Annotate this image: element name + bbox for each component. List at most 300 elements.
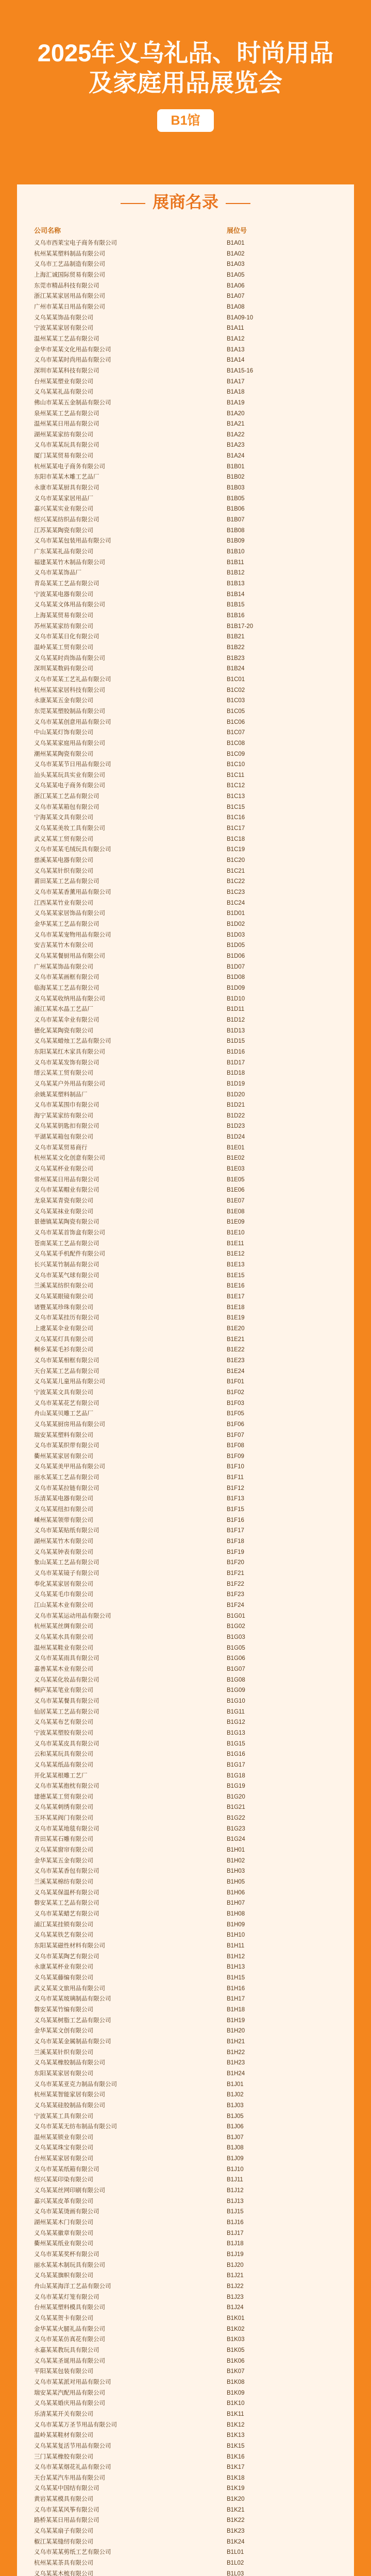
list-item — [17, 1302, 354, 1313]
booth-number: B1J12 — [227, 2188, 244, 2194]
booth-number: B1D12 — [227, 1016, 245, 1023]
company-name: 义乌市工艺品制造有限公司 — [34, 261, 105, 268]
company-name: 义乌某某家居饰品有限公司 — [34, 910, 105, 917]
list-item — [17, 898, 354, 909]
list-item — [17, 2207, 354, 2217]
company-name: 平湖某某箱包有限公司 — [34, 1134, 93, 1141]
list-item — [17, 345, 354, 355]
list-item — [17, 387, 354, 398]
list-item — [17, 940, 354, 951]
list-item — [17, 472, 354, 483]
company-name: 嘉善某某木业有限公司 — [34, 1666, 93, 1672]
company-name: 金华某某文创有限公司 — [34, 2028, 93, 2035]
booth-number: B1D21 — [227, 1102, 245, 1109]
list-item — [17, 2547, 354, 2558]
company-name: 义乌市某某运动用品有限公司 — [34, 1613, 111, 1619]
booth-number: B1G19 — [227, 1783, 245, 1790]
booth-number: B1H10 — [227, 1932, 245, 1939]
booth-number: B1J07 — [227, 2134, 244, 2141]
company-name: 象山某某工艺品有限公司 — [34, 1560, 99, 1566]
booth-number: B1J21 — [227, 2273, 244, 2279]
list-item — [17, 2260, 354, 2271]
booth-number: B1A24 — [227, 453, 245, 460]
company-name: 浦江某某挂锁有限公司 — [34, 1921, 93, 1928]
list-item — [17, 2420, 354, 2431]
booth-number: B1A21 — [227, 421, 245, 428]
booth-number: B1J11 — [227, 2177, 243, 2183]
booth-number: B1J09 — [227, 2156, 244, 2162]
company-name: 义乌某某贺卡有限公司 — [34, 2315, 93, 2321]
booth-number: B1D07 — [227, 963, 245, 970]
booth-number: B1F19 — [227, 1549, 244, 1555]
list-item — [17, 1377, 354, 1387]
booth-number: B1E10 — [227, 1230, 245, 1236]
list-item — [17, 1856, 354, 1867]
list-item — [17, 291, 354, 302]
list-item — [17, 2090, 354, 2100]
list-item — [17, 323, 354, 334]
company-name: 义乌市某某抱枕有限公司 — [34, 1783, 99, 1790]
list-item — [17, 462, 354, 472]
list-item — [17, 1345, 354, 1355]
list-item — [17, 419, 354, 430]
list-item — [17, 1270, 354, 1281]
list-item — [17, 919, 354, 930]
booth-number: B1C15 — [227, 804, 245, 810]
booth-number: B1J16 — [227, 2219, 244, 2226]
company-name: 金华某某工艺品有限公司 — [34, 921, 99, 927]
booth-number: B1C18 — [227, 836, 245, 842]
company-name: 湖州某某竹木有限公司 — [34, 1538, 93, 1545]
list-item — [17, 1334, 354, 1345]
company-name: 宁波某某家居有限公司 — [34, 325, 93, 332]
list-item — [17, 770, 354, 781]
list-item — [17, 1090, 354, 1100]
booth-number: B1G03 — [227, 1634, 245, 1640]
booth-number: B1G22 — [227, 1815, 245, 1822]
booth-number: B1K08 — [227, 2379, 245, 2385]
booth-number: B1H18 — [227, 2006, 245, 2013]
booth-number: B1K16 — [227, 2453, 245, 2460]
company-name: 丽水某某工艺品有限公司 — [34, 1475, 99, 1481]
booth-number: B1F21 — [227, 1570, 244, 1577]
list-item — [17, 2005, 354, 2015]
company-name: 义乌市某某亚克力制品有限公司 — [34, 2081, 117, 2088]
exhibitor-list-card — [17, 184, 354, 2576]
list-item — [17, 611, 354, 621]
booth-number: B1J24 — [227, 2304, 244, 2311]
list-item — [17, 557, 354, 568]
company-name: 杭州某某文化创意有限公司 — [34, 1155, 105, 1162]
company-name: 东莞某某塑胶制品有限公司 — [34, 708, 105, 715]
booth-number: B1A18 — [227, 389, 245, 396]
list-item — [17, 547, 354, 557]
booth-number: B1B16 — [227, 612, 245, 619]
list-item — [17, 994, 354, 1005]
list-item — [17, 1207, 354, 1217]
company-name: 黄岩某某模具有限公司 — [34, 2496, 93, 2503]
list-item — [17, 1398, 354, 1409]
booth-number: B1J05 — [227, 2113, 244, 2120]
booth-number: B1F05 — [227, 1411, 244, 1417]
booth-number: B1L01 — [227, 2549, 244, 2556]
list-item — [17, 1313, 354, 1324]
company-name: 衢州某某家居有限公司 — [34, 1453, 93, 1460]
list-item — [17, 1366, 354, 1377]
company-name: 义乌市某某香薰用品有限公司 — [34, 889, 111, 896]
company-name: 云和某某玩具有限公司 — [34, 1751, 93, 1758]
list-item — [17, 1920, 354, 1930]
booth-number: B1J23 — [227, 2294, 244, 2300]
page-title — [0, 0, 371, 98]
booth-number: B1F15 — [227, 1506, 244, 1513]
company-name: 江苏某某陶瓷有限公司 — [34, 527, 93, 534]
booth-number: B1D10 — [227, 995, 245, 1002]
booth-number: B1C17 — [227, 825, 245, 832]
list-item — [17, 238, 354, 249]
company-name: 义乌市某某创意用品有限公司 — [34, 719, 111, 725]
booth-number: B1A05 — [227, 272, 245, 278]
list-item — [17, 717, 354, 728]
list-item — [17, 1834, 354, 1845]
company-name: 义乌市某某餐具有限公司 — [34, 1698, 99, 1704]
company-name: 宁波某某电器有限公司 — [34, 591, 93, 598]
list-item — [17, 1387, 354, 1398]
column-booth: 展位号 — [227, 227, 247, 234]
company-name: 温州某某鞋业有限公司 — [34, 1645, 93, 1651]
list-item — [17, 1771, 354, 1782]
booth-number: B1B13 — [227, 581, 245, 587]
booth-number: B1B08 — [227, 527, 245, 534]
company-name: 义乌市某某包装用品有限公司 — [34, 538, 111, 545]
list-item — [17, 1589, 354, 1600]
list-item — [17, 1973, 354, 1984]
booth-number: B1K19 — [227, 2485, 245, 2492]
list-item — [17, 1249, 354, 1260]
company-name: 义乌市某某金属制品有限公司 — [34, 2038, 111, 2045]
booth-number: B1D16 — [227, 1048, 245, 1055]
company-name: 义乌市某某灯笼有限公司 — [34, 2294, 99, 2300]
list-item — [17, 2175, 354, 2185]
company-name: 义乌某某扇子有限公司 — [34, 2528, 93, 2535]
list-item — [17, 2462, 354, 2473]
booth-number: B1G05 — [227, 1645, 245, 1651]
company-name: 义乌某某美甲用品有限公司 — [34, 1464, 105, 1470]
booth-number: B1B15 — [227, 602, 245, 608]
list-item — [17, 1483, 354, 1494]
company-name: 义乌市某某织带有限公司 — [34, 1443, 99, 1449]
list-item — [17, 259, 354, 270]
company-name: 义乌市某某陶艺有限公司 — [34, 1953, 99, 1960]
company-name: 义乌某某水具有限公司 — [34, 1634, 93, 1640]
list-item — [17, 2015, 354, 2026]
list-item — [17, 1472, 354, 1483]
company-name: 东阳某某红木家具有限公司 — [34, 1048, 105, 1055]
list-item — [17, 579, 354, 589]
company-name: 东阳某某磁性材料有限公司 — [34, 1943, 105, 1949]
list-item — [17, 1707, 354, 1718]
booth-number: B1A20 — [227, 410, 245, 417]
list-item — [17, 1409, 354, 1419]
company-name: 海宁某某家纺有限公司 — [34, 1112, 93, 1119]
list-item — [17, 409, 354, 419]
company-name: 义乌市某某节日用品有限公司 — [34, 761, 111, 768]
booth-number: B1K10 — [227, 2400, 245, 2407]
booth-number: B1C22 — [227, 878, 245, 885]
company-name: 义乌某某徽章有限公司 — [34, 2230, 93, 2236]
list-item — [17, 1515, 354, 1526]
list-item — [17, 1068, 354, 1079]
company-name: 义乌市某某贸易商行 — [34, 1144, 88, 1151]
company-name: 义乌某某保温杯有限公司 — [34, 1889, 99, 1896]
booth-number: B1G12 — [227, 1719, 245, 1726]
list-item — [17, 2441, 354, 2452]
company-name: 义乌某某硅胶制品有限公司 — [34, 2102, 105, 2109]
booth-number: B1D19 — [227, 1080, 245, 1087]
list-item — [17, 1621, 354, 1632]
booth-number: B1F02 — [227, 1389, 244, 1396]
company-name: 泉州某某工艺品有限公司 — [34, 410, 99, 417]
booth-number: B1F18 — [227, 1538, 244, 1545]
company-name: 义乌某某时尚饰品有限公司 — [34, 655, 105, 662]
booth-number: B1J18 — [227, 2241, 244, 2247]
list-item — [17, 1664, 354, 1675]
booth-number: B1D22 — [227, 1112, 245, 1119]
booth-number: B1G23 — [227, 1825, 245, 1832]
company-name: 义乌市某某伞业有限公司 — [34, 1016, 99, 1023]
company-name: 乐清某某电器有限公司 — [34, 1496, 93, 1502]
booth-number: B1E19 — [227, 1315, 245, 1321]
booth-number: B1C24 — [227, 900, 245, 906]
booth-number: B1G17 — [227, 1761, 245, 1768]
company-name: 宁海某某文具有限公司 — [34, 815, 93, 821]
list-item — [17, 2494, 354, 2505]
company-name: 椒江某某缝纫有限公司 — [34, 2538, 93, 2545]
list-item — [17, 2377, 354, 2388]
booth-number: B1E01 — [227, 1144, 245, 1151]
list-item — [17, 930, 354, 941]
company-name: 武义某某工贸有限公司 — [34, 836, 93, 842]
list-item — [17, 355, 354, 366]
list-item — [17, 1813, 354, 1824]
company-name: 义乌市某某蜡艺有限公司 — [34, 1911, 99, 1918]
booth-number: B1B05 — [227, 495, 245, 502]
company-name: 东阳市某某木雕工艺品厂 — [34, 474, 99, 481]
booth-number: B1K15 — [227, 2443, 245, 2449]
booth-number: B1H17 — [227, 1996, 245, 2003]
list-item — [17, 866, 354, 877]
booth-number: B1C21 — [227, 868, 245, 874]
company-name: 义乌某某窗帘有限公司 — [34, 1847, 93, 1854]
list-item — [17, 972, 354, 983]
list-item — [17, 2526, 354, 2537]
column-header — [34, 225, 343, 236]
company-name: 江山某某木业有限公司 — [34, 1602, 93, 1608]
company-name: 中山某某灯饰有限公司 — [34, 730, 93, 736]
title-divider-right — [226, 203, 250, 204]
list-item — [17, 366, 354, 377]
list-item — [17, 1536, 354, 1547]
booth-number: B1D15 — [227, 1038, 245, 1045]
company-name: 苍南某某工艺品有限公司 — [34, 1240, 99, 1247]
list-item — [17, 2505, 354, 2516]
company-name: 义乌市某某毛绒玩具有限公司 — [34, 846, 111, 853]
company-name: 嘉兴某某实业有限公司 — [34, 506, 93, 513]
list-item — [17, 515, 354, 526]
booth-number: B1F10 — [227, 1464, 244, 1470]
company-name: 义乌市某某发饰有限公司 — [34, 1059, 99, 1066]
company-name: 温州某某锁业有限公司 — [34, 2134, 93, 2141]
list-item — [17, 2100, 354, 2111]
list-item — [17, 2143, 354, 2154]
company-name: 义乌某某钟表有限公司 — [34, 1549, 93, 1555]
list-item — [17, 2185, 354, 2196]
booth-number: B1J19 — [227, 2251, 244, 2258]
company-name: 金华某某火腿礼品有限公司 — [34, 2326, 105, 2332]
company-name: 义乌某某杯业有限公司 — [34, 1166, 93, 1173]
booth-number: B1H20 — [227, 2028, 245, 2035]
company-name: 义乌市某某饰品厂 — [34, 570, 81, 577]
company-name: 路桥某某日用品有限公司 — [34, 2517, 99, 2524]
booth-number: B1G24 — [227, 1836, 245, 1843]
booth-number: B1K20 — [227, 2496, 245, 2503]
booth-number: B1B01 — [227, 463, 245, 470]
booth-number: B1F23 — [227, 1591, 244, 1598]
booth-number: B1K05 — [227, 2347, 245, 2353]
company-name: 义乌市某某玻璃制品有限公司 — [34, 1996, 111, 2003]
company-name: 永嘉某某教玩具有限公司 — [34, 2347, 99, 2353]
list-item — [17, 1994, 354, 2005]
booth-number: B1B09 — [227, 538, 245, 545]
booth-number: B1E05 — [227, 1176, 245, 1183]
list-item — [17, 1494, 354, 1504]
list-item — [17, 2334, 354, 2345]
company-name: 江西某某竹业有限公司 — [34, 900, 93, 906]
company-name: 东阳某某家居有限公司 — [34, 2070, 93, 2077]
booth-number: B1E17 — [227, 1293, 245, 1300]
company-name: 义乌某某饰品有限公司 — [34, 314, 93, 321]
company-name: 义乌市某某烫画有限公司 — [34, 2209, 99, 2215]
list-item — [17, 1036, 354, 1047]
company-name: 义乌市某某气球有限公司 — [34, 1272, 99, 1279]
list-item — [17, 1451, 354, 1462]
company-name: 杭州某某塑料制品有限公司 — [34, 250, 105, 257]
company-name: 宁波某某工具有限公司 — [34, 2113, 93, 2120]
booth-number: B1H01 — [227, 1847, 245, 1854]
booth-number: B1J06 — [227, 2124, 244, 2130]
booth-number: B1L03 — [227, 2570, 244, 2576]
list-item — [17, 1866, 354, 1877]
list-item — [17, 642, 354, 653]
booth-number: B1A23 — [227, 442, 245, 449]
company-name: 义乌某某灯具有限公司 — [34, 1336, 93, 1343]
list-item — [17, 2452, 354, 2463]
list-item — [17, 632, 354, 642]
list-item — [17, 685, 354, 696]
booth-number: B1C01 — [227, 676, 245, 683]
company-name: 绍兴某某印染有限公司 — [34, 2177, 93, 2183]
booth-number: B1A12 — [227, 335, 245, 342]
company-name: 潮州某某陶瓷有限公司 — [34, 751, 93, 757]
booth-number: B1K23 — [227, 2528, 245, 2535]
list-item — [17, 1643, 354, 1654]
list-item — [17, 1292, 354, 1302]
booth-number: B1F17 — [227, 1528, 244, 1534]
booth-number: B1F16 — [227, 1517, 244, 1523]
list-item — [17, 1164, 354, 1175]
company-name: 深圳某某数码有限公司 — [34, 666, 93, 672]
list-item — [17, 823, 354, 834]
list-item — [17, 1760, 354, 1771]
booth-number: B1E24 — [227, 1368, 245, 1375]
company-name: 德化某某陶瓷有限公司 — [34, 1027, 93, 1034]
company-name: 义乌某某家庭用品有限公司 — [34, 740, 105, 747]
company-name: 浙江某某家居用品有限公司 — [34, 293, 105, 300]
list-item — [17, 2345, 354, 2356]
booth-number: B1K21 — [227, 2506, 245, 2513]
list-item — [17, 2409, 354, 2420]
list-item — [17, 1440, 354, 1451]
list-item — [17, 2154, 354, 2164]
company-name: 义乌市某某时尚用品有限公司 — [34, 357, 111, 364]
company-name: 三门某某橡胶有限公司 — [34, 2453, 93, 2460]
list-item — [17, 696, 354, 706]
company-name: 温岭某某工贸有限公司 — [34, 644, 93, 651]
list-item — [17, 1355, 354, 1366]
booth-number: B1C12 — [227, 783, 245, 789]
booth-number: B1E06 — [227, 1187, 245, 1194]
list-item — [17, 2249, 354, 2260]
list-item — [17, 951, 354, 962]
list-item — [17, 1675, 354, 1686]
list-item — [17, 1015, 354, 1026]
booth-number: B1B24 — [227, 666, 245, 672]
company-name: 诸暨某某珍珠有限公司 — [34, 1304, 93, 1311]
list-item — [17, 1324, 354, 1334]
company-name: 慈溪某某电器有限公司 — [34, 857, 93, 864]
company-name: 义乌某某纽扣有限公司 — [34, 1506, 93, 1513]
booth-number: B1H08 — [227, 1911, 245, 1918]
booth-number: B1E21 — [227, 1336, 245, 1343]
booth-number: B1C11 — [227, 772, 245, 778]
booth-number: B1J01 — [227, 2081, 244, 2088]
list-item — [17, 1185, 354, 1196]
booth-number: B1H07 — [227, 1900, 245, 1907]
booth-number: B1F24 — [227, 1602, 244, 1608]
list-item — [17, 1685, 354, 1696]
booth-number: B1A14 — [227, 357, 245, 364]
list-item — [17, 430, 354, 440]
list-item — [17, 1909, 354, 1920]
company-name: 义乌某某户外用品有限公司 — [34, 1080, 105, 1087]
booth-number: B1D02 — [227, 921, 245, 927]
company-name: 莆田某某工艺品有限公司 — [34, 878, 99, 885]
list-item — [17, 440, 354, 451]
company-name: 义乌市某某烟花礼品有限公司 — [34, 2464, 111, 2471]
list-title-text: 展商名录 — [152, 193, 218, 211]
list-item — [17, 1153, 354, 1164]
list-item — [17, 1004, 354, 1015]
hall-badge: B1馆 — [157, 109, 214, 132]
booth-number: B1H24 — [227, 2070, 245, 2077]
booth-number: B1A01 — [227, 240, 245, 246]
list-item — [17, 2398, 354, 2409]
booth-number: B1G15 — [227, 1740, 245, 1747]
booth-number: B1F11 — [227, 1475, 244, 1481]
company-name: 义乌某某收纳用品有限公司 — [34, 995, 105, 1002]
list-item — [17, 2356, 354, 2367]
booth-number: B1B03 — [227, 485, 245, 492]
